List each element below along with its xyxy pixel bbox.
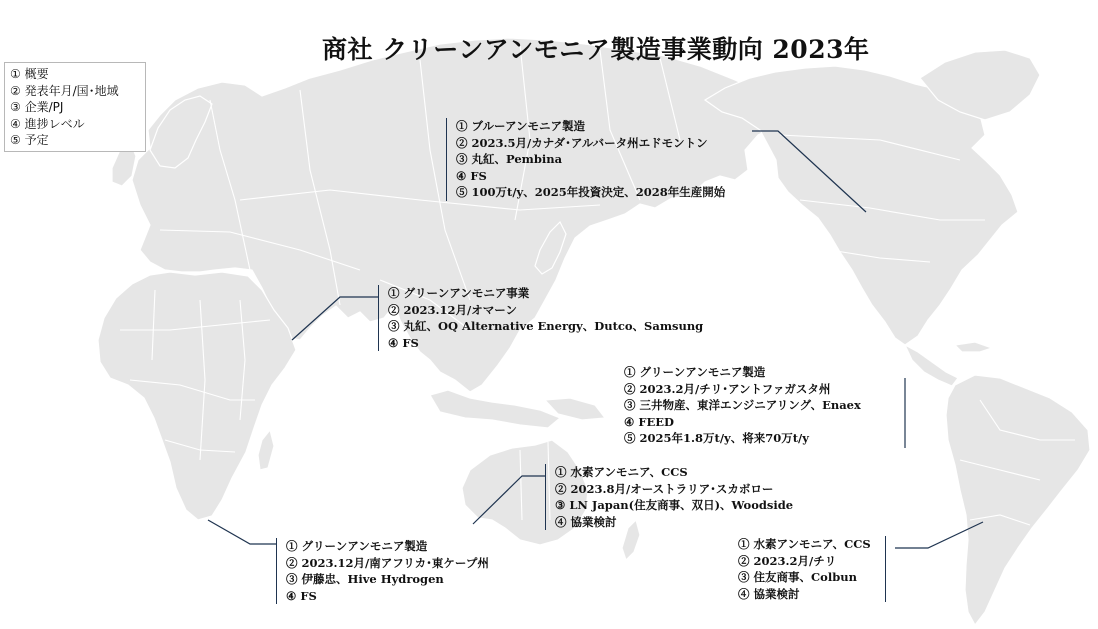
land-madagascar [258,430,274,470]
land-africa [98,272,296,520]
callout-line: ② 2023.5月/カナダ･アルバータ州エドモントン [456,135,708,150]
callout-line: ① グリーンアンモニア製造 [286,539,428,553]
land-central-america [905,345,958,386]
callout-line: ③ 丸紅、OQ Alternative Energy、Dutco、Samsung [388,319,704,333]
callout-line: ④ FS [388,335,419,350]
land-caribbean [955,342,992,352]
legend-item-date-region: ② 発表年月/国･地域 [10,83,119,98]
project-callout-chile [738,536,886,602]
callout-line: ① ブルーアンモニア製造 [456,119,586,133]
land-indonesia [430,390,560,428]
callout-line: ④ 協業検討 [738,586,800,601]
callout-line: ③ LN Japan(住友商事、双日)、Woodside [555,498,794,512]
callout-line: ④ 協業検討 [555,514,617,529]
callout-line: ② 2023.2月/チリ･アントファガスタ州 [624,381,831,396]
project-callout-canada [446,118,725,201]
legend-item-overview: ① 概要 [10,67,49,81]
callout-line: ② 2023.12月/オマーン [388,302,517,317]
legend [4,62,146,152]
callout-line: ③ 丸紅、Pembina [456,152,563,166]
callout-line: ④ FS [286,588,317,603]
page-title: 商社 クリーンアンモニア製造事業動向 2023年 [322,35,870,64]
legend-item-plan: ⑤ 予定 [10,133,49,147]
callout-line: ⑤ 100万t/y、2025年投資決定、2028年生産開始 [456,185,726,199]
legend-item-company: ③ 企業/PJ [10,100,64,114]
leader-south-africa [208,520,276,544]
callout-line: ④ FS [456,168,487,183]
project-callout-chile-antofagasta [624,364,861,447]
callout-line: ① 水素アンモニア、CCS [555,465,688,479]
project-callout-australia [545,464,793,530]
callout-line: ① グリーンアンモニア事業 [388,286,530,300]
callout-line: ③ 三井物産、東洋エンジニアリング、Enaex [624,398,861,412]
callout-line: ② 2023.2月/チリ [738,553,837,568]
callout-line: ① グリーンアンモニア製造 [624,365,766,379]
callout-line: ④ FEED [624,414,674,429]
callout-line: ⑤ 2025年1.8万t/y、将来70万t/y [624,431,809,445]
project-callout-south-africa [276,538,489,604]
callout-line: ③ 住友商事、Colbun [738,570,857,584]
callout-line: ③ 伊藤忠、Hive Hydrogen [286,572,444,586]
callout-line: ② 2023.8月/オーストラリア･スカボロー [555,481,774,496]
callout-line: ② 2023.12月/南アフリカ･東ケープ州 [286,555,489,570]
callout-line: ① 水素アンモニア、CCS [738,537,871,551]
legend-item-progress: ④ 進捗レベル [10,116,85,131]
project-callout-oman [378,285,703,351]
land-south-america [946,375,1090,625]
